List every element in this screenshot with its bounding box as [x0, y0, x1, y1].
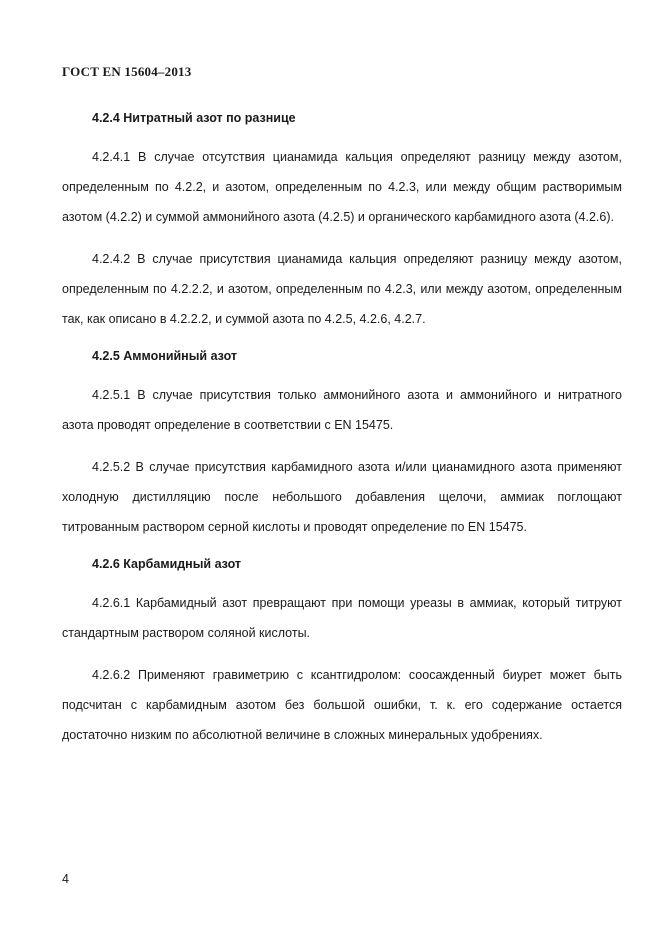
- section-heading-4-2-5: 4.2.5 Аммонийный азот: [92, 349, 238, 363]
- paragraph-4-2-5-2: 4.2.5.2 В случае присутствия карбамидного азота и/или цианамидного азота применяют холодную дистилляцию после небольшого добавления щелочи, аммиак поглощают титрованным раствором серной кислоты и проводят определение по EN 15475.: [62, 460, 622, 534]
- paragraph-4-2-5-1: 4.2.5.1 В случае присутствия только аммонийного азота и аммонийного и нитратного азота проводят определение в соответствии с EN 15475.: [62, 388, 622, 432]
- document-body: [62, 106, 622, 750]
- paragraph-4-2-6-1: 4.2.6.1 Карбамидный азот превращают при помощи уреазы в аммиак, который титруют стандартным раствором соляной кислоты.: [62, 596, 622, 640]
- document-code-header: ГОСТ EN 15604–2013: [62, 64, 192, 79]
- section-heading-4-2-6: 4.2.6 Карбамидный азот: [92, 557, 242, 571]
- section-heading-4-2-4: 4.2.4 Нитратный азот по разнице: [92, 111, 296, 125]
- paragraph-4-2-4-2: 4.2.4.2 В случае присутствия цианамида кальция определяют разницу между азотом, определенным по 4.2.2.2, и азотом, определенным по 4.2.3, или между азотом, определенным так, как описано в 4.2.2.2, и суммой азота по 4.2.5, 4.2.6, 4.2.7.: [62, 252, 622, 326]
- page-number: 4: [62, 872, 69, 886]
- paragraph-4-2-6-2: 4.2.6.2 Применяют гравиметрию с ксантгидролом: соосажденный биурет может быть подсчитан с карбамидным азотом без большой ошибки, т. к. его содержание остается достаточно низким по абсолютной величине в сложных минеральных удобрениях.: [62, 668, 622, 742]
- paragraph-4-2-4-1: 4.2.4.1 В случае отсутствия цианамида кальция определяют разницу между азотом, определенным по 4.2.2, и азотом, определенным по 4.2.3, или между общим растворимым азотом (4.2.2) и суммой аммонийного азота (4.2.5) и органического карбамидного азота (4.2.6).: [62, 150, 622, 224]
